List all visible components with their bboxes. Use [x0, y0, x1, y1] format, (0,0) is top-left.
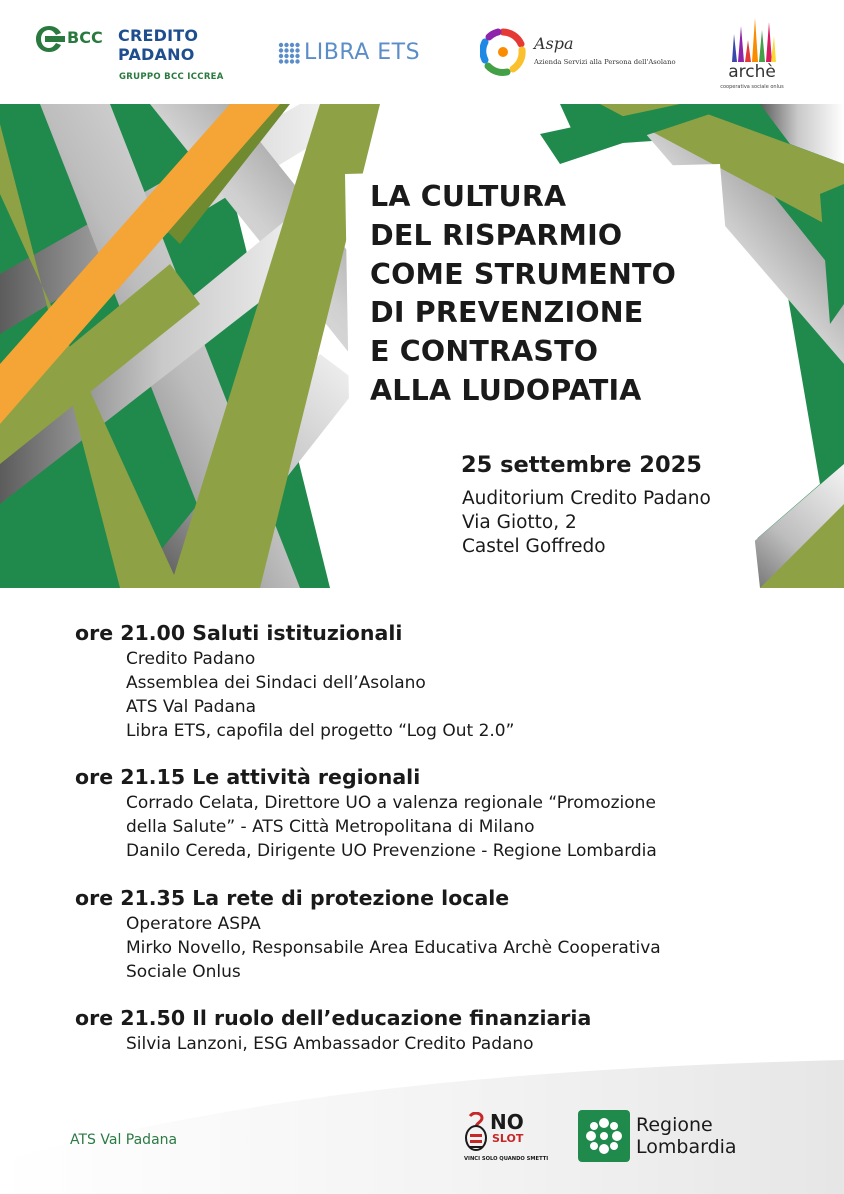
gruppo-bcc-iccrea: GRUPPO BCC ICCREA: [119, 72, 224, 82]
no-slot-face-icon: [464, 1112, 490, 1152]
bcc-label: BCC: [67, 28, 103, 47]
ats-val-padana-footer: ATS Val Padana: [70, 1132, 178, 1148]
headline-line: COME STRUMENTO: [370, 257, 677, 291]
venue-line: Auditorium Credito Padano: [462, 488, 711, 509]
libra-ets-logo: [278, 40, 438, 68]
session-speaker: della Salute” - ATS Città Metropolitana di Milano: [126, 817, 535, 837]
event-date: 25 settembre 2025: [461, 452, 702, 478]
venue-line: Castel Goffredo: [462, 535, 606, 557]
credito-padano-name: CREDITO PADANO: [118, 26, 199, 64]
session-speaker: ATS Val Padana: [126, 697, 257, 717]
libra-dots-icon: [278, 42, 300, 64]
aspa-name: Aspa: [534, 34, 574, 53]
regione-lombardia-logo: [578, 1110, 768, 1164]
bcc-mark-icon: [33, 24, 65, 54]
aspa-subtitle: Azienda Servizi alla Persona dell'Asolano: [534, 58, 676, 66]
arche-bars-icon: [730, 14, 776, 62]
libra-ets-name: LIBRA ETS: [304, 40, 421, 65]
no-slot-slot: SLOT: [492, 1132, 524, 1145]
no-slot-motto: VINCI SOLO QUANDO SMETTI: [464, 1156, 549, 1162]
event-venue: [462, 487, 711, 558]
no-slot-logo: [464, 1112, 554, 1172]
headline-line: DI PREVENZIONE: [370, 296, 644, 330]
headline-line: ALLA LUDOPATIA: [370, 373, 642, 407]
headline-line: DEL RISPARMIO: [370, 218, 623, 252]
arche-subtitle: cooperativa sociale onlus: [720, 84, 784, 90]
no-slot-no: NO: [490, 1110, 524, 1134]
hero-banner: [0, 104, 844, 588]
session-speaker: Assemblea dei Sindaci dell’Asolano: [126, 673, 426, 693]
session-speaker: Mirko Novello, Responsabile Area Educativa Archè Cooperativa: [126, 938, 661, 958]
bcc-credito-padano-logo: [33, 22, 233, 84]
program-session: [75, 763, 657, 863]
session-speaker: Silvia Lanzoni, ESG Ambassador Credito Padano: [126, 1034, 534, 1054]
session-speaker: Corrado Celata, Direttore UO a valenza regionale “Promozione: [126, 793, 656, 813]
arche-logo: [712, 14, 792, 94]
aspa-people-ring-icon: [480, 28, 526, 76]
session-title: ore 21.50 Il ruolo dell’educazione finanziaria: [75, 1006, 592, 1030]
session-speaker: Libra ETS, capofila del progetto “Log Out 2.0”: [126, 721, 515, 741]
headline-line: LA CULTURA: [370, 180, 567, 213]
session-title: ore 21.35 La rete di protezione locale: [75, 886, 510, 910]
arche-name: archè: [728, 62, 776, 82]
venue-line: Via Giotto, 2: [462, 511, 577, 533]
session-title: ore 21.15 Le attività regionali: [75, 765, 421, 789]
event-headline: [370, 178, 676, 411]
session-speaker: Danilo Cereda, Dirigente UO Prevenzione - Regione Lombardia: [126, 841, 657, 861]
headline-line: E CONTRASTO: [370, 335, 599, 369]
session-speaker: Operatore ASPA: [126, 914, 261, 934]
aspa-logo: [480, 26, 676, 82]
regione-lombardia-name: Regione Lombardia: [636, 1114, 737, 1158]
session-title: ore 21.00 Saluti istituzionali: [75, 621, 403, 645]
program-session: [75, 884, 661, 984]
session-speaker: Sociale Onlus: [126, 962, 241, 982]
program-session: [75, 619, 514, 743]
lombardia-rose-icon: [578, 1110, 630, 1162]
logo-bar: [0, 0, 844, 104]
session-speaker: Credito Padano: [126, 649, 256, 669]
